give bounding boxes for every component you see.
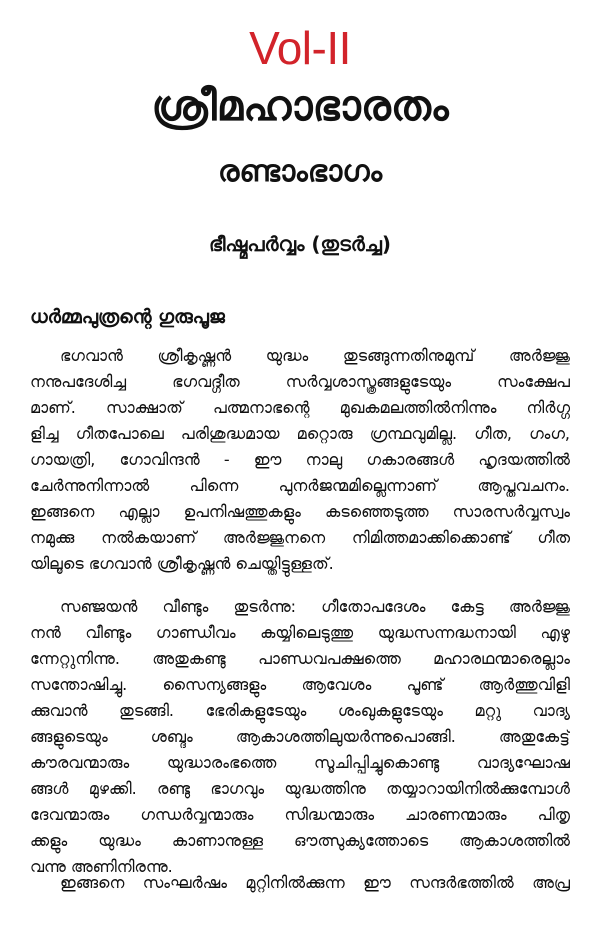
paragraph-3 [30, 870, 570, 896]
text-line: ഇങ്ങനെ എല്ലാ ഉപനിഷത്തുകളും കടഞ്ഞെടുത്ത സാരസർവ്വസ്വം [30, 502, 570, 521]
section-title: ഭീഷ്മപർവ്വം (തുടർച്ച) [209, 232, 391, 256]
text-line: സന്തോഷിച്ചു. സൈന്യങ്ങളും ആവേശം പൂണ്ട് ആർത്തുവിളി [30, 675, 570, 694]
text-line: നമുക്കു നൽകയാണ് അർജ്ജുനനെ നിമിത്തമാക്കിക്കൊണ്ട് ഗീത [30, 528, 570, 547]
text-line: നനുപദേശിച്ച ഭഗവദ്ഗീത സർവ്വശാസ്ത്രങ്ങളുടേയും സംക്ഷേപ [30, 372, 570, 391]
text-line: ളിച്ച ഗീതപോലെ പരിശുദ്ധമായ മറ്റൊരു ഗ്രന്ഥവുമില്ല. ഗീത, ഗംഗ, [30, 424, 570, 443]
text-line: ക്കളും യുദ്ധം കാണാനുള്ള ഔത്സുക്യത്തോടെ ആകാശത്തിൽ [30, 831, 570, 850]
text-line: മാണ്. സാക്ഷാത് പത്മനാഭന്റെ മുഖകമലത്തിൽനിന്നും നിർഗ്ഗ [30, 398, 570, 417]
text-line: ക്കുവാൻ തുടങ്ങി. ഭേരികളുടേയും ശംഖുകളുടേയും മറ്റു വാദ്യ [30, 701, 570, 720]
chapter-title: ധർമ്മപുത്രന്റെ ഗുരുപൂജ [30, 306, 225, 328]
paragraph-1 [30, 343, 570, 577]
text-line: ങ്ങളുടെയും ശബ്ദം ആകാശത്തിലുയർന്നുപൊങ്ങി. അതുകേട്ട് [30, 727, 570, 746]
book-title: ശ്രീമഹാഭാരതം [151, 81, 449, 130]
text-line: നൻ വീണ്ടും ഗാണ്ഡീവം കയ്യിലെടുത്തു യുദ്ധസന്നദ്ധനായി എഴു [30, 623, 570, 642]
paragraph-2 [30, 594, 570, 880]
text-line: ഭഗവാൻ ശ്രീകൃഷ്ണൻ യുദ്ധം തുടങ്ങുന്നതിനുമുമ്പ് അർജ്ജു [60, 346, 570, 365]
text-line: ഗായത്രി, ഗോവിന്ദൻ - ഈ നാലു ഗകാരങ്ങൾ ഹൃദയത്തിൽ [30, 450, 570, 469]
text-line: വന്നു അണിനിരന്നു. [30, 857, 173, 876]
text-line: കൗരവന്മാരും യുദ്ധാരംഭത്തെ സൂചിപ്പിച്ചുകൊണ്ടു വാദ്യഘോഷ [30, 753, 570, 772]
part-title: രണ്ടാംഭാഗം [217, 154, 383, 189]
text-line: ങ്ങൾ മുഴക്കി. രണ്ടു ഭാഗവും യുദ്ധത്തിനു തയ്യാറായിനിൽക്കുമ്പോൾ [30, 779, 570, 798]
text-line: ഇങ്ങനെ സംഘർഷം മുറ്റിനിൽക്കുന്ന ഈ സന്ദർഭത്തിൽ അപ്ര [60, 873, 570, 892]
text-line: ദേവന്മാരും ഗന്ധർവ്വന്മാരും സിദ്ധന്മാരും ചാരണന്മാരും പിതൃ [30, 805, 570, 824]
text-line: ന്നേറ്റുനിന്നു. അതുകണ്ടു പാണ്ഡവപക്ഷത്തെ മഹാരഥന്മാരെല്ലാം [30, 649, 570, 668]
text-line: സഞ്ജയൻ വീണ്ടും തുടർന്നു: ഗീതോപദേശം കേട്ട അർജ്ജു [60, 597, 570, 616]
volume-label: Vol-II [249, 22, 351, 74]
text-line: യിലൂടെ ഭഗവാൻ ശ്രീകൃഷ്ണൻ ചെയ്തിട്ടുള്ളത്. [30, 554, 334, 573]
text-line: ചേർന്നുനിന്നാൽ പിന്നെ പുനർജന്മമില്ലെന്നാണ് ആപ്തവചനം. [30, 476, 570, 495]
